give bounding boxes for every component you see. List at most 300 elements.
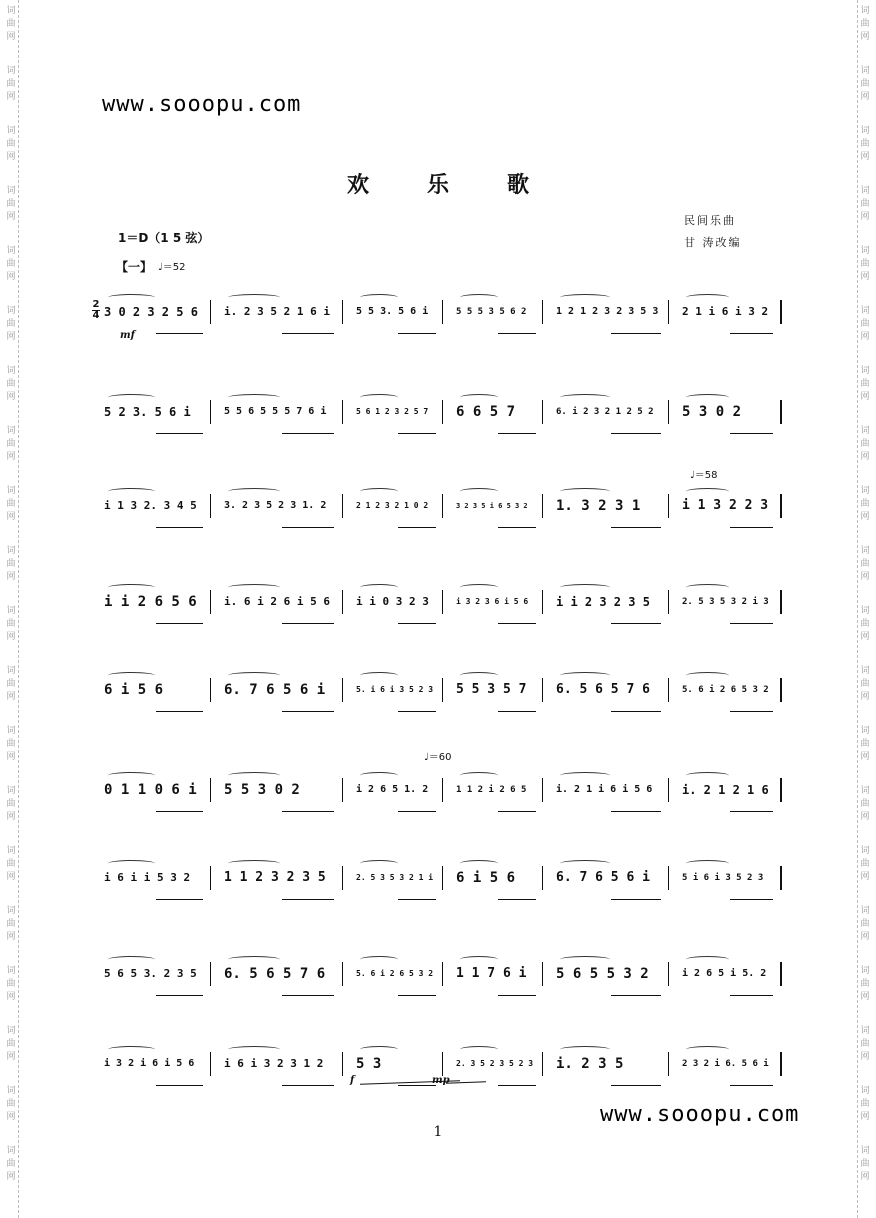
margin-watermark-char: 曲 bbox=[860, 1099, 870, 1109]
slur bbox=[686, 294, 729, 301]
margin-watermark-char: 曲 bbox=[860, 919, 870, 929]
slur bbox=[108, 772, 155, 779]
beam-underline bbox=[156, 623, 203, 624]
margin-watermark-char: 词 bbox=[860, 906, 870, 916]
margin-watermark-char: 词 bbox=[6, 66, 16, 76]
margin-watermark-char: 词 bbox=[6, 1086, 16, 1096]
measure: 6. 7 6 5 6 i bbox=[224, 682, 326, 698]
margin-watermark-char: 词 bbox=[860, 546, 870, 556]
slur bbox=[228, 488, 280, 495]
margin-watermark-char: 网 bbox=[860, 872, 870, 882]
margin-watermark-char: 曲 bbox=[860, 859, 870, 869]
slur bbox=[228, 860, 280, 867]
slur bbox=[686, 672, 729, 679]
slur bbox=[686, 772, 729, 779]
beam-underline bbox=[730, 527, 773, 528]
beam-underline bbox=[282, 333, 334, 334]
margin-watermark-char: 网 bbox=[860, 692, 870, 702]
margin-watermark-char: 网 bbox=[6, 452, 16, 462]
barline bbox=[542, 494, 543, 518]
margin-watermark-char: 曲 bbox=[860, 679, 870, 689]
slur bbox=[686, 1046, 729, 1053]
slur bbox=[360, 772, 398, 779]
measure: 6. 5 6 5 7 6 bbox=[224, 966, 326, 982]
score-title: 欢乐歌 bbox=[346, 172, 587, 198]
margin-watermark-char: 网 bbox=[6, 392, 16, 402]
staff-line bbox=[96, 776, 786, 816]
measure: i 2 6 5 i 5. 2 bbox=[682, 968, 767, 979]
beam-underline bbox=[611, 899, 661, 900]
beam-underline bbox=[611, 1085, 661, 1086]
measure: 5 5 5 3 5 6 2 bbox=[456, 307, 527, 317]
measure: 2. 3 5 2 3 5 2 3 bbox=[456, 1059, 534, 1068]
slur bbox=[460, 1046, 498, 1053]
measure: 2. 5 3 5 3 2 1 i bbox=[356, 873, 434, 882]
beam-underline bbox=[730, 811, 773, 812]
slur bbox=[228, 672, 280, 679]
margin-watermark-char: 网 bbox=[860, 1172, 870, 1182]
margin-watermark-char: 曲 bbox=[6, 799, 16, 809]
margin-watermark-char: 网 bbox=[860, 572, 870, 582]
barline bbox=[542, 300, 543, 324]
margin-watermark-char: 曲 bbox=[860, 1159, 870, 1169]
beam-underline bbox=[730, 899, 773, 900]
margin-watermark-char: 网 bbox=[860, 452, 870, 462]
page-number: 1 bbox=[433, 1124, 443, 1140]
staff-line bbox=[96, 676, 786, 716]
barline bbox=[342, 678, 343, 702]
margin-watermark-char: 曲 bbox=[860, 979, 870, 989]
measure: 2 1 2 3 2 1 0 2 bbox=[356, 501, 429, 510]
margin-watermark-char: 词 bbox=[6, 906, 16, 916]
margin-watermark-char: 词 bbox=[6, 786, 16, 796]
beam-underline bbox=[282, 811, 334, 812]
margin-watermark-char: 曲 bbox=[6, 859, 16, 869]
slur bbox=[228, 772, 280, 779]
measure: 6. 7 6 5 6 i bbox=[556, 870, 650, 885]
margin-watermark-char: 曲 bbox=[6, 139, 16, 149]
barline bbox=[780, 778, 782, 802]
barline bbox=[442, 400, 443, 424]
measure: 2 1 i 6 i 3 2 bbox=[682, 305, 769, 318]
barline bbox=[210, 400, 211, 424]
barline bbox=[542, 866, 543, 890]
slur bbox=[686, 394, 729, 401]
margin-watermark-char: 网 bbox=[860, 92, 870, 102]
slur bbox=[360, 394, 398, 401]
beam-underline bbox=[156, 899, 203, 900]
margin-watermark-char: 词 bbox=[860, 426, 870, 436]
measure: i. 6 i 2 6 i 5 6 bbox=[224, 595, 330, 608]
barline bbox=[342, 494, 343, 518]
barline bbox=[342, 778, 343, 802]
margin-watermark-char: 词 bbox=[860, 1086, 870, 1096]
measure: i 6 i i 5 3 2 bbox=[104, 871, 191, 884]
beam-underline bbox=[498, 711, 536, 712]
barline bbox=[668, 1052, 669, 1076]
slur bbox=[108, 394, 155, 401]
measure: i 3 2 i 6 i 5 6 bbox=[104, 1058, 195, 1069]
barline bbox=[342, 590, 343, 614]
margin-watermark-char: 词 bbox=[6, 606, 16, 616]
slur bbox=[560, 294, 610, 301]
measure: i i 0 3 2 3 bbox=[356, 595, 429, 608]
arranger-credit: 甘 涛改编 bbox=[684, 236, 742, 249]
slur bbox=[108, 584, 155, 591]
slur bbox=[228, 294, 280, 301]
slur bbox=[560, 394, 610, 401]
slur bbox=[228, 1046, 280, 1053]
margin-watermark-char: 词 bbox=[6, 426, 16, 436]
barline bbox=[342, 300, 343, 324]
margin-watermark-char: 网 bbox=[6, 152, 16, 162]
measure: 5 6 1 2 3 2 5 7 bbox=[356, 407, 429, 416]
beam-underline bbox=[611, 333, 661, 334]
beam-underline bbox=[498, 899, 536, 900]
margin-watermark-char: 词 bbox=[6, 666, 16, 676]
barline bbox=[342, 866, 343, 890]
barline bbox=[668, 494, 669, 518]
beam-underline bbox=[398, 623, 436, 624]
margin-watermark-char: 曲 bbox=[860, 139, 870, 149]
margin-watermark-char: 网 bbox=[6, 992, 16, 1002]
measure: 2. 5 3 5 3 2 i 3 bbox=[682, 597, 769, 607]
measure: 5 6 5 3. 2 3 5 bbox=[104, 967, 197, 980]
measure: 3 2 3 5 i 6 5 3 2 bbox=[456, 502, 528, 510]
measure: 0 1 1 0 6 i bbox=[104, 782, 197, 798]
measure: 5 i 6 i 3 5 2 3 bbox=[682, 873, 764, 883]
margin-watermark-char: 网 bbox=[860, 32, 870, 42]
margin-watermark-char: 网 bbox=[860, 992, 870, 1002]
slur bbox=[360, 294, 398, 301]
barline bbox=[780, 400, 782, 424]
margin-watermark-char: 网 bbox=[860, 932, 870, 942]
measure: 6. 5 6 5 7 6 bbox=[556, 682, 650, 697]
margin-watermark-char: 词 bbox=[860, 306, 870, 316]
margin-watermark-char: 曲 bbox=[860, 439, 870, 449]
margin-watermark-char: 词 bbox=[6, 306, 16, 316]
margin-watermark-char: 词 bbox=[860, 66, 870, 76]
measure: 5. i 6 i 3 5 2 3 bbox=[356, 685, 434, 694]
margin-watermark-char: 词 bbox=[860, 726, 870, 736]
slur bbox=[108, 1046, 155, 1053]
beam-underline bbox=[282, 527, 334, 528]
margin-watermark-char: 曲 bbox=[6, 1099, 16, 1109]
measure: i 2 6 5 1. 2 bbox=[356, 784, 429, 795]
slur bbox=[108, 672, 155, 679]
margin-watermark-char: 词 bbox=[860, 486, 870, 496]
beam-underline bbox=[730, 995, 773, 996]
margin-watermark-char: 曲 bbox=[860, 19, 870, 29]
tempo-mark: ♩＝60 bbox=[424, 752, 452, 763]
margin-watermark-char: 曲 bbox=[860, 79, 870, 89]
slur bbox=[228, 956, 280, 963]
slur bbox=[686, 584, 729, 591]
barline bbox=[442, 778, 443, 802]
beam-underline bbox=[282, 899, 334, 900]
margin-watermark-char: 词 bbox=[6, 366, 16, 376]
margin-watermark-char: 网 bbox=[860, 812, 870, 822]
beam-underline bbox=[730, 333, 773, 334]
slur bbox=[360, 672, 398, 679]
margin-watermark-char: 曲 bbox=[860, 619, 870, 629]
barline bbox=[442, 678, 443, 702]
slur bbox=[560, 672, 610, 679]
barline bbox=[210, 778, 211, 802]
measure: i i 2 6 5 6 bbox=[104, 594, 197, 610]
barline bbox=[210, 678, 211, 702]
margin-watermark-char: 网 bbox=[6, 752, 16, 762]
margin-watermark-char: 曲 bbox=[6, 979, 16, 989]
slur bbox=[228, 394, 280, 401]
measure: 6 i 5 6 bbox=[104, 682, 164, 698]
margin-watermark-char: 词 bbox=[860, 126, 870, 136]
staff-line bbox=[96, 864, 786, 904]
barline bbox=[210, 494, 211, 518]
measure: 1 1 7 6 i bbox=[456, 966, 527, 981]
margin-watermark-char: 词 bbox=[6, 966, 16, 976]
slur bbox=[228, 584, 280, 591]
slur bbox=[560, 584, 610, 591]
slur bbox=[460, 294, 498, 301]
hairpin-decrescendo bbox=[446, 1081, 486, 1089]
beam-underline bbox=[156, 333, 203, 334]
margin-watermark-char: 网 bbox=[6, 1112, 16, 1122]
barline bbox=[342, 400, 343, 424]
margin-watermark-char: 曲 bbox=[860, 259, 870, 269]
margin-watermark-char: 网 bbox=[6, 1172, 16, 1182]
margin-watermark-char: 曲 bbox=[860, 319, 870, 329]
margin-watermark-char: 网 bbox=[860, 1052, 870, 1062]
beam-underline bbox=[730, 433, 773, 434]
beam-underline bbox=[156, 995, 203, 996]
key-signature: 1＝D（1 5 弦） bbox=[118, 231, 210, 245]
margin-watermark-char: 曲 bbox=[6, 379, 16, 389]
slur bbox=[460, 584, 498, 591]
beam-underline bbox=[282, 995, 334, 996]
slur bbox=[360, 584, 398, 591]
measure: 5 6 5 5 3 2 bbox=[556, 966, 649, 982]
slur bbox=[560, 860, 610, 867]
beam-underline bbox=[282, 623, 334, 624]
barline bbox=[780, 866, 782, 890]
staff-line bbox=[96, 298, 786, 338]
margin-watermark-char: 曲 bbox=[6, 439, 16, 449]
beam-underline bbox=[498, 433, 536, 434]
beam-underline bbox=[730, 623, 773, 624]
barline bbox=[542, 778, 543, 802]
margin-watermark-char: 曲 bbox=[6, 619, 16, 629]
measure: 5. 6 i 2 6 5 3 2 bbox=[682, 685, 769, 695]
measure: i i 2 3 2 3 5 bbox=[556, 595, 650, 609]
beam-underline bbox=[398, 527, 436, 528]
watermark-url-bottom[interactable]: www.sooopu.com bbox=[600, 1102, 800, 1127]
beam-underline bbox=[282, 1085, 334, 1086]
beam-underline bbox=[398, 433, 436, 434]
margin-watermark-char: 网 bbox=[6, 872, 16, 882]
beam-underline bbox=[398, 899, 436, 900]
dynamic-mark: mf bbox=[120, 330, 135, 341]
measure: 5. 6 i 2 6 5 3 2 bbox=[356, 969, 434, 978]
margin-watermark-char: 网 bbox=[6, 272, 16, 282]
staff-line bbox=[96, 398, 786, 438]
composer-credit: 民间乐曲 bbox=[684, 214, 736, 227]
staff-line bbox=[96, 588, 786, 628]
barline bbox=[542, 400, 543, 424]
slur bbox=[108, 860, 155, 867]
margin-watermark-char: 网 bbox=[6, 332, 16, 342]
measure: i. 2 3 5 2 1 6 i bbox=[224, 305, 330, 318]
margin-watermark-char: 词 bbox=[860, 846, 870, 856]
measure: 5 2 3. 5 6 i bbox=[104, 405, 191, 419]
margin-watermark-char: 词 bbox=[6, 1026, 16, 1036]
margin-watermark-char: 曲 bbox=[860, 379, 870, 389]
beam-underline bbox=[611, 433, 661, 434]
margin-watermark-char: 词 bbox=[860, 786, 870, 796]
margin-watermark-char: 网 bbox=[860, 212, 870, 222]
measure: i 1 3 2 2 3 bbox=[682, 498, 769, 513]
margin-watermark-char: 网 bbox=[6, 632, 16, 642]
barline bbox=[542, 678, 543, 702]
beam-underline bbox=[611, 811, 661, 812]
barline bbox=[668, 590, 669, 614]
beam-underline bbox=[156, 811, 203, 812]
measure: 5 5 6 5 5 5 7 6 i bbox=[224, 406, 327, 417]
margin-watermark-char: 曲 bbox=[6, 79, 16, 89]
margin-watermark-char: 词 bbox=[6, 126, 16, 136]
slur bbox=[108, 488, 155, 495]
margin-watermark-char: 词 bbox=[860, 966, 870, 976]
margin-watermark-char: 网 bbox=[6, 212, 16, 222]
slur bbox=[460, 956, 498, 963]
margin-watermark-char: 网 bbox=[860, 332, 870, 342]
margin-watermark-char: 网 bbox=[6, 1052, 16, 1062]
slur bbox=[460, 860, 498, 867]
margin-watermark-char: 网 bbox=[860, 752, 870, 762]
slur bbox=[560, 772, 610, 779]
measure: 5 3 bbox=[356, 1056, 382, 1072]
margin-watermark-char: 网 bbox=[860, 1112, 870, 1122]
beam-underline bbox=[498, 527, 536, 528]
margin-watermark-char: 词 bbox=[6, 186, 16, 196]
slur bbox=[560, 488, 610, 495]
slur bbox=[686, 488, 729, 495]
beam-underline bbox=[498, 811, 536, 812]
margin-watermark-char: 网 bbox=[860, 272, 870, 282]
barline bbox=[668, 866, 669, 890]
beam-underline bbox=[398, 711, 436, 712]
measure: i 6 i 3 2 3 1 2 bbox=[224, 1057, 324, 1070]
barline bbox=[442, 590, 443, 614]
measure: 2 3 2 i 6. 5 6 i bbox=[682, 1059, 769, 1069]
slur bbox=[460, 394, 498, 401]
margin-watermark-char: 网 bbox=[860, 632, 870, 642]
margin-watermark-char: 词 bbox=[860, 1026, 870, 1036]
barline bbox=[210, 962, 211, 986]
slur bbox=[686, 860, 729, 867]
barline bbox=[668, 300, 669, 324]
barline bbox=[442, 962, 443, 986]
margin-watermark-char: 网 bbox=[6, 572, 16, 582]
measure: i. 2 1 2 1 6 bbox=[682, 783, 769, 797]
barline bbox=[542, 590, 543, 614]
beam-underline bbox=[611, 711, 661, 712]
barline bbox=[442, 494, 443, 518]
beam-underline bbox=[398, 995, 436, 996]
margin-watermark-char: 曲 bbox=[860, 559, 870, 569]
margin-watermark-char: 词 bbox=[860, 186, 870, 196]
barline bbox=[668, 400, 669, 424]
margin-watermark-char: 曲 bbox=[6, 199, 16, 209]
margin-watermark-char: 曲 bbox=[6, 259, 16, 269]
beam-underline bbox=[282, 711, 334, 712]
margin-watermark-char: 曲 bbox=[6, 319, 16, 329]
measure: 6 i 5 6 bbox=[456, 870, 516, 886]
margin-watermark-char: 词 bbox=[6, 246, 16, 256]
beam-underline bbox=[498, 995, 536, 996]
dynamic-mark: mp bbox=[432, 1075, 450, 1086]
margin-watermark-char: 曲 bbox=[6, 739, 16, 749]
measure: 5 5 3. 5 6 i bbox=[356, 306, 429, 317]
slur bbox=[460, 672, 498, 679]
beam-underline bbox=[611, 623, 661, 624]
margin-watermark-char: 词 bbox=[6, 546, 16, 556]
margin-watermark-char: 曲 bbox=[860, 1039, 870, 1049]
slur bbox=[460, 488, 498, 495]
slur bbox=[360, 1046, 398, 1053]
margin-watermark-char: 词 bbox=[6, 846, 16, 856]
barline bbox=[210, 1052, 211, 1076]
margin-watermark-char: 词 bbox=[860, 1146, 870, 1156]
margin-watermark-char: 网 bbox=[860, 512, 870, 522]
margin-watermark-char: 词 bbox=[860, 606, 870, 616]
barline bbox=[780, 678, 782, 702]
measure: 1 1 2 3 2 3 5 bbox=[224, 870, 326, 885]
barline bbox=[668, 678, 669, 702]
beam-underline bbox=[156, 711, 203, 712]
measure: 6. i 2 3 2 1 2 5 2 bbox=[556, 407, 654, 417]
watermark-url-top[interactable]: www.sooopu.com bbox=[102, 92, 302, 117]
beam-underline bbox=[611, 527, 661, 528]
slur bbox=[108, 294, 155, 301]
slur bbox=[560, 1046, 610, 1053]
time-signature-bottom: 4 bbox=[92, 310, 100, 321]
margin-watermark-char: 曲 bbox=[860, 739, 870, 749]
measure: 5 5 3 5 7 bbox=[456, 682, 527, 697]
slur bbox=[560, 956, 610, 963]
time-signature-top: 2 bbox=[92, 299, 100, 310]
margin-watermark-char: 网 bbox=[860, 392, 870, 402]
beam-underline bbox=[730, 711, 773, 712]
margin-watermark-char: 词 bbox=[6, 726, 16, 736]
barline bbox=[780, 494, 782, 518]
margin-watermark-char: 词 bbox=[860, 6, 870, 16]
beam-underline bbox=[282, 433, 334, 434]
margin-watermark-char: 曲 bbox=[860, 499, 870, 509]
measure: 3. 2 3 5 2 3 1. 2 bbox=[224, 500, 327, 511]
beam-underline bbox=[498, 333, 536, 334]
staff-line bbox=[96, 960, 786, 1000]
measure: i 1 3 2. 3 4 5 bbox=[104, 499, 197, 512]
beam-underline bbox=[730, 1085, 773, 1086]
margin-watermark-char: 网 bbox=[6, 932, 16, 942]
margin-watermark-char: 词 bbox=[6, 1146, 16, 1156]
measure: i 3 2 3 6 i 5 6 bbox=[456, 597, 529, 606]
margin-watermark-char: 曲 bbox=[860, 199, 870, 209]
measure: 1 2 1 2 3 2 3 5 3 bbox=[556, 306, 659, 317]
slur bbox=[360, 860, 398, 867]
barline bbox=[780, 300, 782, 324]
